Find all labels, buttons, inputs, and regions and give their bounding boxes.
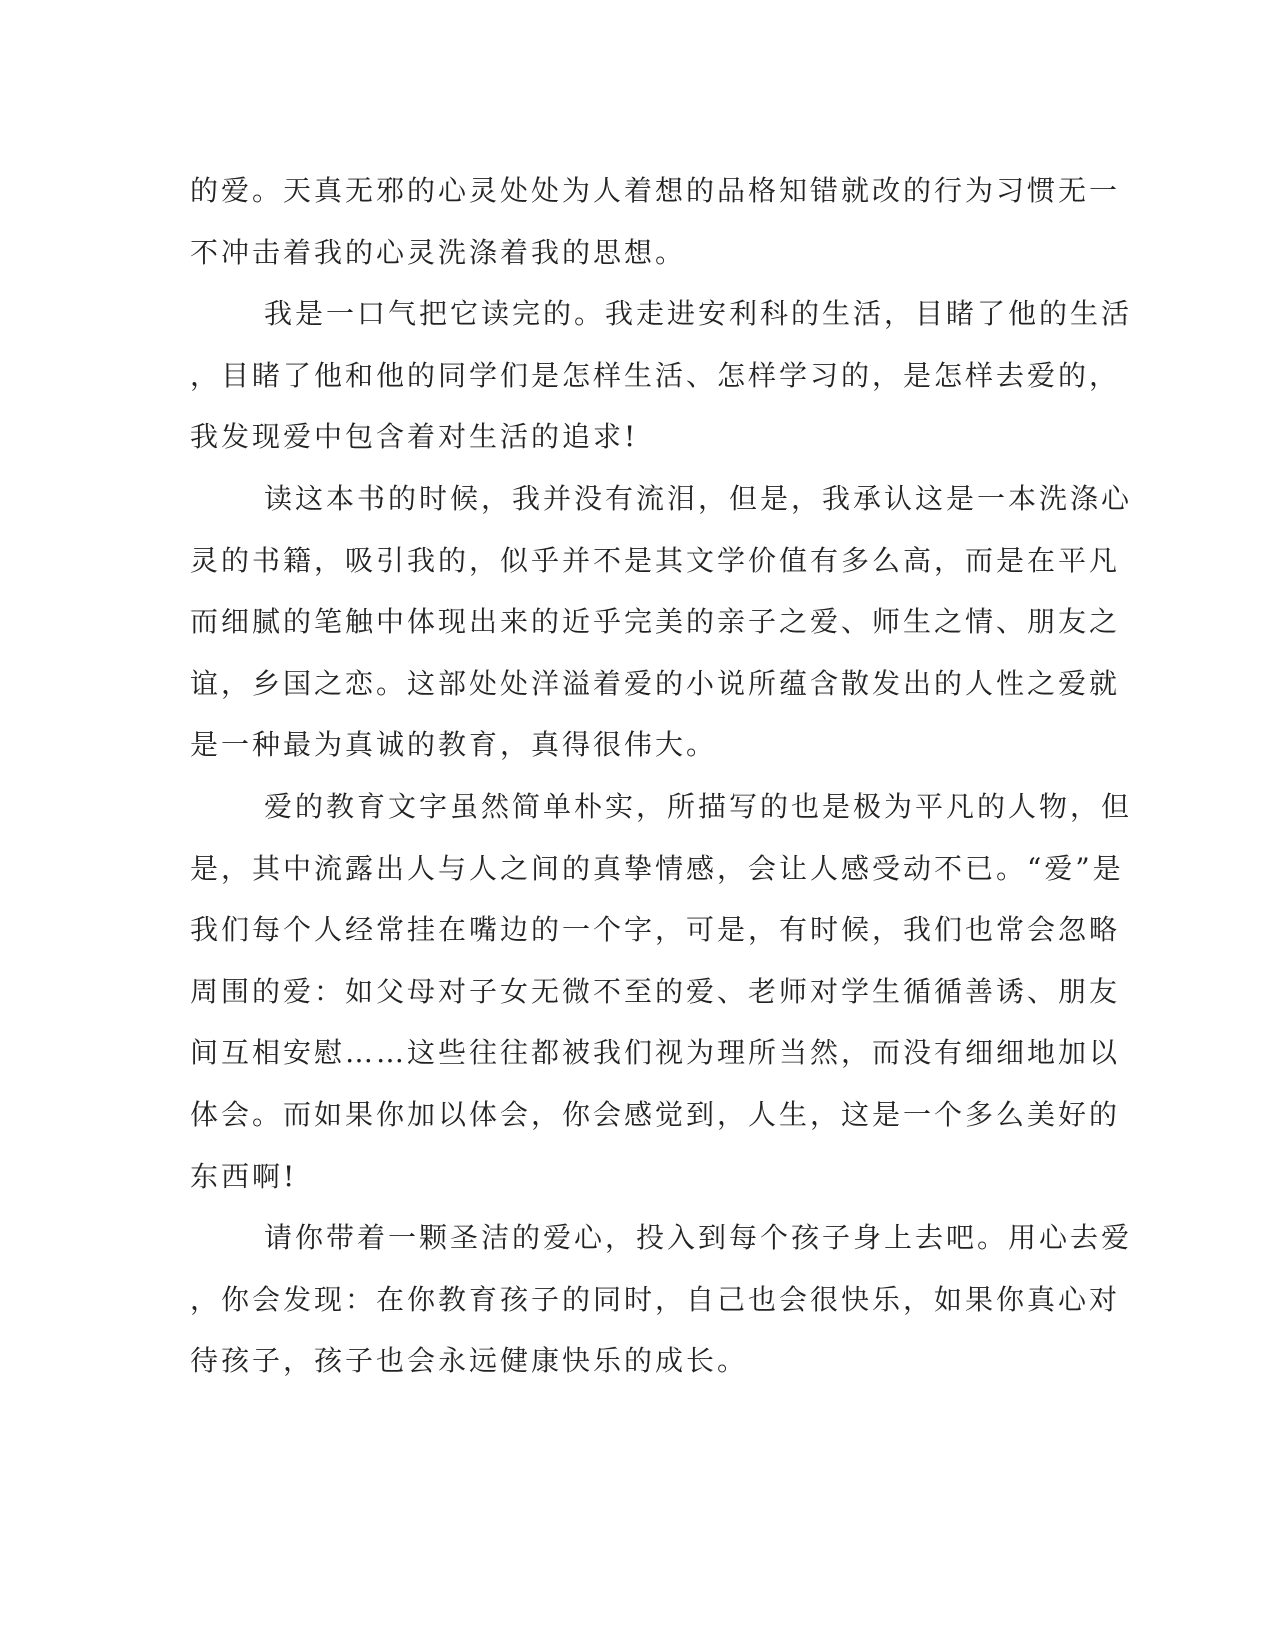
text-line: 谊，乡国之恋。这部处处洋溢着爱的小说所蕴含散发出的人性之爱就 <box>190 666 1121 700</box>
text-line: 待孩子，孩子也会永远健康快乐的成长。 <box>190 1344 749 1378</box>
text-line: 而细腻的笔触中体现出来的近乎完美的亲子之爱、师生之情、朋友之 <box>190 605 1121 639</box>
text-line: 周围的爱：如父母对子女无微不至的爱、老师对学生循循善诱、朋友 <box>190 974 1121 1008</box>
text-line: ，你会发现：在你教育孩子的同时，自己也会很快乐，如果你真心对 <box>190 1282 1121 1316</box>
text-line: 不冲击着我的心灵洗涤着我的思想。 <box>190 235 687 269</box>
paragraph-first-line: 我是一口气把它读完的。我走进安利科的生活，目睹了他的生活 <box>264 297 1133 331</box>
text-line: 体会。而如果你加以体会，你会感觉到，人生，这是一个多么美好的 <box>190 1097 1121 1131</box>
text-line: 我发现爱中包含着对生活的追求! <box>190 420 639 454</box>
text-line: 是，其中流露出人与人之间的真挚情感，会让人感受动不已。“爱”是 <box>190 851 1124 885</box>
paragraph-first-line: 请你带着一颗圣洁的爱心，投入到每个孩子身上去吧。用心去爱 <box>264 1221 1133 1255</box>
paragraph-first-line: 读这本书的时候，我并没有流泪，但是，我承认这是一本洗涤心 <box>264 481 1133 515</box>
text-line: 灵的书籍，吸引我的，似乎并不是其文学价值有多么高，而是在平凡 <box>190 543 1121 577</box>
text-line: ，目睹了他和他的同学们是怎样生活、怎样学习的，是怎样去爱的， <box>190 358 1121 392</box>
text-line: 东西啊! <box>190 1159 298 1193</box>
paragraph-first-line: 爱的教育文字虽然简单朴实，所描写的也是极为平凡的人物，但 <box>264 789 1133 823</box>
document-body <box>190 160 1133 1392</box>
text-line: 我们每个人经常挂在嘴边的一个字，可是，有时候，我们也常会忽略 <box>190 913 1121 947</box>
text-line: 间互相安慰……这些往往都被我们视为理所当然，而没有细细地加以 <box>190 1036 1121 1070</box>
text-line: 是一种最为真诚的教育，真得很伟大。 <box>190 728 718 762</box>
text-line: 的爱。天真无邪的心灵处处为人着想的品格知错就改的行为习惯无一 <box>190 174 1121 207</box>
